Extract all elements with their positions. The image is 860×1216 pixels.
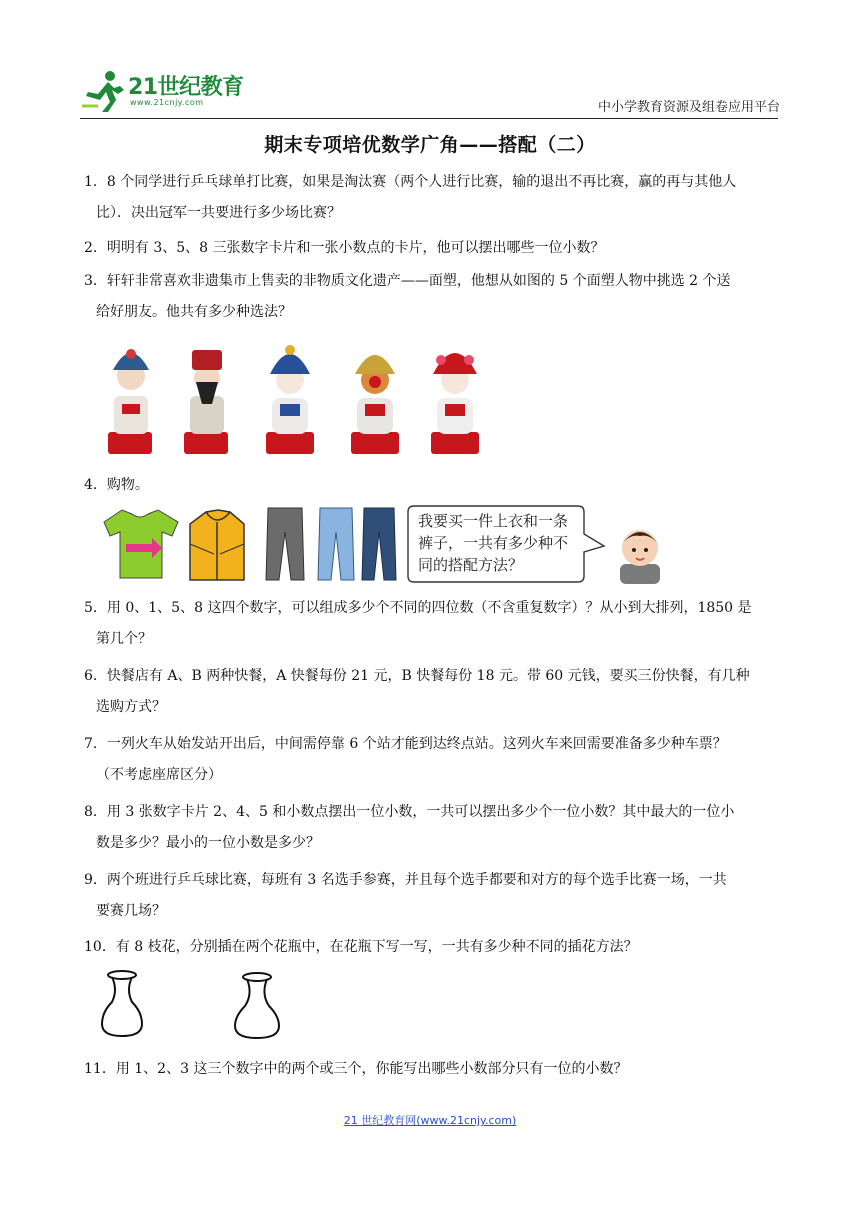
bubble-line-2: 裤子，一共有多少种不 xyxy=(418,534,569,552)
question-9: 9．两个班进行乒乓球比赛，每班有 3 名选手参赛，并且每个选手都要和对方的每个选手比赛一场，一共 要赛几场？ xyxy=(84,872,727,919)
gray-pants xyxy=(266,508,304,580)
figurine-4 xyxy=(351,355,399,454)
question-10: 10．有 8 枝花，分别插在两个花瓶中，在花瓶下写一写，一共有多少种不同的插花方法？ xyxy=(84,939,638,955)
question-4: 4．购物。 xyxy=(84,477,149,493)
question-5: 5．用 0、1、5、8 这四个数字，可以组成多少个不同的四位数（不含重复数字）？从小到大排列，1850 是 第几个？ xyxy=(84,600,752,647)
platform-name: 中小学教育资源及组卷应用平台 xyxy=(597,100,780,115)
question-11: 11．用 1、2、3 这三个数字中的两个或三个，你能写出哪些小数部分只有一位的小数？ xyxy=(84,1061,628,1077)
dark-jeans xyxy=(362,508,396,580)
yellow-jacket xyxy=(190,510,244,580)
boy-avatar xyxy=(620,530,660,584)
question-2: 2．明明有 3、5、8 三张数字卡片和一张小数点的卡片，他可以摆出哪些一位小数？ xyxy=(84,240,605,256)
figurine-1 xyxy=(108,349,152,454)
figurine-2 xyxy=(184,350,228,454)
page-header xyxy=(80,64,780,122)
speech-bubble xyxy=(408,506,604,582)
green-tshirt xyxy=(104,510,178,578)
figurine-3 xyxy=(266,345,314,454)
logo-url: www.21cnjy.com xyxy=(130,98,204,107)
vase-right xyxy=(235,973,279,1038)
question-6: 6．快餐店有 A、B 两种快餐，A 快餐每份 21 元，B 快餐每份 18 元。带 60 元钱，要买三份快餐，有几种 选购方式？ xyxy=(84,668,750,715)
header-divider xyxy=(80,118,778,119)
runner-logo-icon xyxy=(80,68,126,114)
question-3: 3．轩轩非常喜欢非遗集市上售卖的非物质文化遗产——面塑，他想从如图的 5 个面塑人物中挑选 2 个送 给好朋友。他共有多少种选法？ xyxy=(84,273,731,320)
footer-link[interactable]: 21 世纪教育网(www.21cnjy.com) xyxy=(343,1114,517,1127)
shopping-image xyxy=(102,504,672,584)
light-jeans xyxy=(318,508,354,580)
question-7: 7．一列火车从始发站开出后，中间需停靠 6 个站才能到达终点站。这列火车来回需要准备多少种车票？ （不考虑座席区分） xyxy=(84,736,727,783)
question-8: 8．用 3 张数字卡片 2、4、5 和小数点摆出一位小数，一共可以摆出多少个一位小数？其中最大的一位小 数是多少？最小的一位小数是多少？ xyxy=(84,804,735,851)
page-title: 期末专项培优数学广角——搭配（二） xyxy=(264,134,596,156)
vase-left xyxy=(102,971,142,1036)
bubble-line-3: 同的搭配方法？ xyxy=(418,556,524,574)
bubble-line-1: 我要买一件上衣和一条 xyxy=(418,512,569,530)
logo xyxy=(80,68,250,116)
question-1: 1．8 个同学进行乒乓球单打比赛，如果是淘汰赛（两个人进行比赛，输的退出不再比赛，赢的再与其他人 比）．决出冠军一共要进行多少场比赛？ xyxy=(84,174,737,221)
vases-image xyxy=(98,968,298,1044)
dough-figurines-image xyxy=(100,340,490,458)
logo-text: 21世纪教育 xyxy=(128,75,244,100)
figurine-5 xyxy=(431,353,479,454)
footer xyxy=(0,1112,860,1128)
